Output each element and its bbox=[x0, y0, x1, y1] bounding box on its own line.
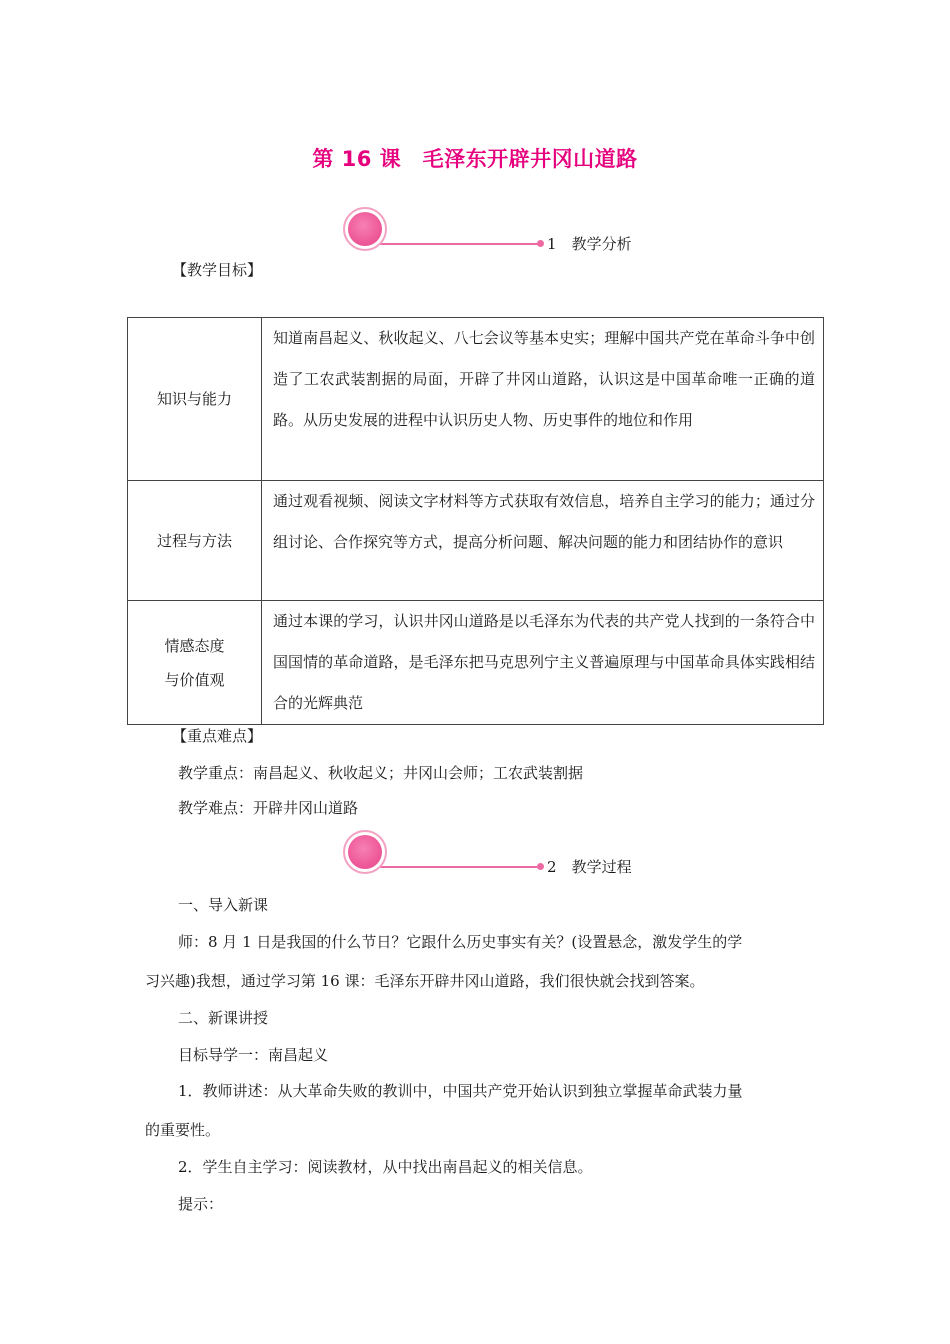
section-number: 2 bbox=[547, 858, 557, 876]
objective-value: 通过本课的学习，认识井冈山道路是以毛泽东为代表的共产党人找到的一条符合中国国情的革命道路，是毛泽东把马克思列宁主义普遍原理与中国革命具体实践相结合的光辉典范 bbox=[262, 601, 824, 725]
objective-key: 知识与能力 bbox=[128, 318, 262, 481]
objective-key: 过程与方法 bbox=[128, 481, 262, 601]
item-line: 1．教师讲述：从大革命失败的教训中，中国共产党开始认识到独立掌握革命武装力量 bbox=[178, 1082, 743, 1100]
section-banner-analysis bbox=[343, 207, 683, 255]
item-line: 2．学生自主学习：阅读教材，从中找出南昌起义的相关信息。 bbox=[178, 1158, 593, 1176]
banner-line bbox=[367, 866, 539, 868]
objective-value: 知道南昌起义、秋收起义、八七会议等基本史实；理解中国共产党在革命斗争中创造了工农武装割据的局面，开辟了井冈山道路，认识这是中国革命唯一正确的道路。从历史发展的进程中认识历史人物、历史事件的地位和作用 bbox=[262, 318, 824, 481]
table-row bbox=[128, 601, 824, 725]
objectives-heading: 【教学目标】 bbox=[172, 261, 263, 279]
key-point: 教学重点：南昌起义、秋收起义；井冈山会师；工农武装割据 bbox=[178, 764, 584, 782]
item-line: 的重要性。 bbox=[145, 1121, 221, 1139]
banner-line bbox=[367, 243, 539, 245]
lesson-title: 第 16 课 毛泽东开辟井冈山道路 bbox=[312, 147, 638, 171]
objective-key bbox=[128, 601, 262, 725]
objective-key-line: 与价值观 bbox=[164, 670, 225, 689]
section-banner-process bbox=[343, 830, 683, 878]
teacher-paragraph-line: 师：8 月 1 日是我国的什么节日？它跟什么历史事实有关？(设置悬念，激发学生的学 bbox=[178, 933, 743, 951]
process-part1: 一、导入新课 bbox=[178, 896, 269, 914]
objective-key-line: 情感态度 bbox=[164, 636, 225, 655]
section-label bbox=[547, 856, 632, 877]
process-part2: 二、新课讲授 bbox=[178, 1009, 269, 1027]
section-label bbox=[547, 233, 632, 254]
hint-label: 提示： bbox=[178, 1195, 224, 1213]
banner-ball-icon bbox=[348, 212, 382, 246]
table-row bbox=[128, 318, 824, 481]
objective-value: 通过观看视频、阅读文字材料等方式获取有效信息，培养自主学习的能力；通过分组讨论、合作探究等方式，提高分析问题、解决问题的能力和团结协作的意识 bbox=[262, 481, 824, 601]
section-title: 教学分析 bbox=[571, 235, 632, 253]
section-number: 1 bbox=[547, 235, 557, 253]
objectives-table bbox=[127, 317, 824, 725]
teacher-paragraph-line: 习兴趣)我想，通过学习第 16 课：毛泽东开辟井冈山道路，我们很快就会找到答案。 bbox=[145, 972, 705, 990]
banner-ball-icon bbox=[348, 835, 382, 869]
goal-heading: 目标导学一：南昌起义 bbox=[178, 1046, 329, 1064]
banner-dot-icon bbox=[537, 240, 544, 247]
table-row bbox=[128, 481, 824, 601]
difficult-point: 教学难点：开辟井冈山道路 bbox=[178, 799, 359, 817]
banner-dot-icon bbox=[537, 863, 544, 870]
section-title: 教学过程 bbox=[571, 858, 632, 876]
keypoints-heading: 【重点难点】 bbox=[172, 727, 263, 745]
